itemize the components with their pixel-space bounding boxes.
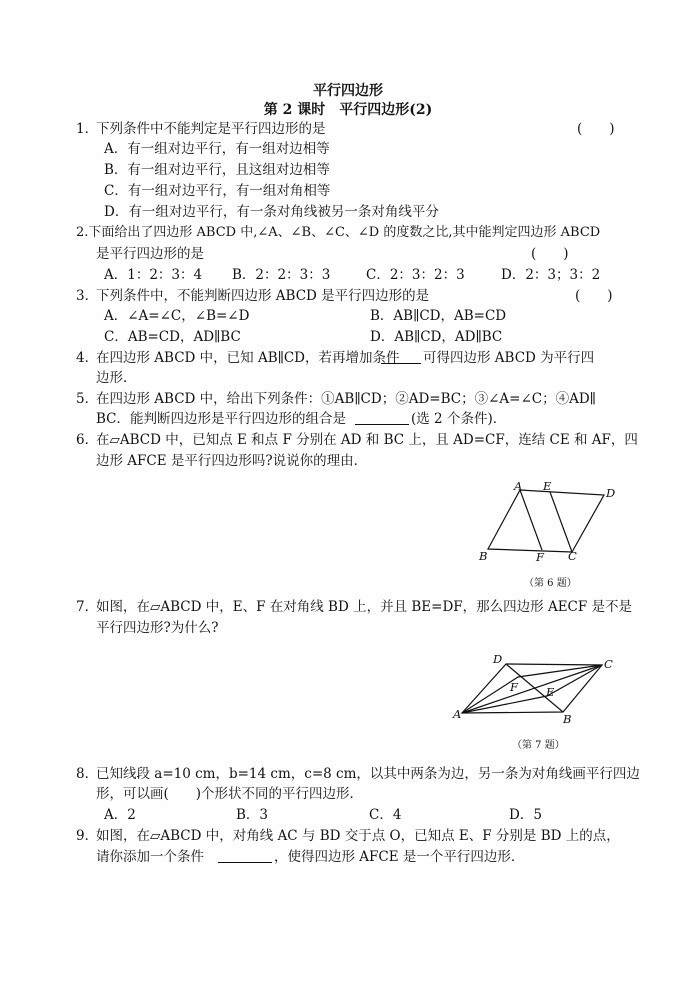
q3-option-a: A．∠A=∠C，∠B=∠D [104,308,250,324]
q8-option-c: C．4 [369,807,402,823]
q9-stem-line2-part1: 请你添加一个条件 [96,849,204,865]
q7-label-a: A [453,707,462,721]
q5-stem-line1: 在四边形 ABCD 中，给出下列条件：①AB∥CD；②AD=BC；③∠A=∠C；④AD∥ [96,391,596,407]
q8-option-b: B．3 [236,807,269,823]
q6-segment-ec [550,492,572,552]
q2-option-c: C．2：3：2：3 [366,267,465,283]
q5-stem-line2-part2: (选 2 个条件)． [411,411,507,427]
q4-stem-line2: 边形． [96,370,137,386]
q6-stem-line1: 在▱ABCD 中，已知点 E 和点 F 分别在 AD 和 BC 上，且 AD=CF，连结 CE 和 AF，四 [96,432,638,448]
q4-stem-part1: 在四边形 ABCD 中，已知 AB∥CD，若再增加条件 [96,350,400,366]
q7-label-e: E [546,685,555,699]
q6-parallelogram-abcd [488,490,604,552]
q6-label-c: C [568,549,577,563]
q6-label-f: F [536,550,544,564]
q2-stem-line2: 是平行四边形的是 [96,246,204,262]
q1-option-a: A．有一组对边平行，有一组对边相等 [104,141,330,157]
q8-number: 8． [76,766,99,782]
q5-number: 5． [76,391,99,407]
q4-number: 4． [76,350,99,366]
q1-answer-bracket: ( ) [577,121,615,137]
q3-option-b: B．AB∥CD，AB=CD [370,308,507,324]
q6-label-e: E [543,479,552,493]
q7-label-d: D [493,652,503,666]
q6-caption: （第 6 题） [524,578,577,589]
q2-option-b: B．2：2：3：3 [232,267,331,283]
q1-number: 1． [76,121,99,137]
q8-stem-line2: 形，可以画( )个形状不同的平行四边形． [96,786,364,802]
q9-stem-line1: 如图，在▱ABCD 中，对角线 AC 与 BD 交于点 O，已知点 E、F 分别是 BD 上的点， [96,828,620,844]
q3-answer-bracket: ( ) [575,288,613,304]
q3-number: 3． [76,288,99,304]
q3-stem: 下列条件中，不能判断四边形 ABCD 是平行四边形的是 [96,288,430,304]
q5-stem-line2-part1: BC．能判断四边形是平行四边形的组合是 [96,411,346,427]
q8-option-d: D．5 [509,807,542,823]
q7-figure [448,646,628,754]
q1-option-c: C．有一组对边平行，有一组对角相等 [104,183,331,199]
q6-figure [470,478,630,593]
q9-answer-blank[interactable] [218,850,272,863]
q3-option-c: C．AB=CD，AD∥BC [104,329,241,345]
lesson-subtitle: 第 2 课时 平行四边形(2) [263,102,433,118]
q2-option-a: A．1：2：3：4 [104,267,203,283]
q7-label-c: C [604,657,613,671]
q2-option-d: D．2：3；3：2 [501,267,601,283]
q1-stem: 下列条件中不能判定是平行四边形的是 [96,121,326,137]
page-title: 平行四边形 [313,83,383,99]
q6-segment-af [520,490,542,550]
q7-stem-line1: 如图，在▱ABCD 中，E、F 在对角线 BD 上，并且 BE=DF，那么四边形 AECF 是不是 [96,599,633,615]
q2-stem-line1: 2.下面给出了四边形 ABCD 中,∠A、∠B、∠C、∠D 的度数之比,其中能判定四边形 ABCD [76,225,601,240]
q7-stem-line2: 平行四边形?为什么? [96,620,219,636]
q3-option-d: D．AB∥CD，AD∥BC [370,329,503,345]
q4-stem-part2: 可得四边形 ABCD 为平行四 [423,350,595,366]
q7-label-b: B [563,712,572,726]
q7-label-f: F [510,680,518,694]
q6-label-a: A [514,479,523,493]
q7-number: 7． [76,599,99,615]
q7-caption: （第 7 题） [512,740,565,751]
q6-number: 6． [76,432,99,448]
q8-option-a: A．2 [104,807,136,823]
q8-stem-line1: 已知线段 a=10 cm，b=14 cm，c=8 cm，以其中两条为边，另一条为对角线画平行四边 [96,766,640,782]
q5-answer-blank[interactable] [355,412,409,425]
q4-answer-blank[interactable] [381,351,421,364]
q2-answer-bracket: ( ) [531,246,569,262]
q6-label-b: B [479,549,488,563]
q9-number: 9． [76,828,99,844]
q1-option-d: D．有一组对边平行，有一条对角线被另一条对角线平分 [104,204,439,220]
q9-stem-line2-part2: ，使得四边形 AFCE 是一个平行四边形． [274,849,525,865]
q6-label-d: D [606,486,616,500]
q1-option-b: B．有一组对边平行，且这组对边相等 [104,162,330,178]
q6-stem-line2: 边形 AFCE 是平行四边形吗?说说你的理由． [96,453,368,469]
